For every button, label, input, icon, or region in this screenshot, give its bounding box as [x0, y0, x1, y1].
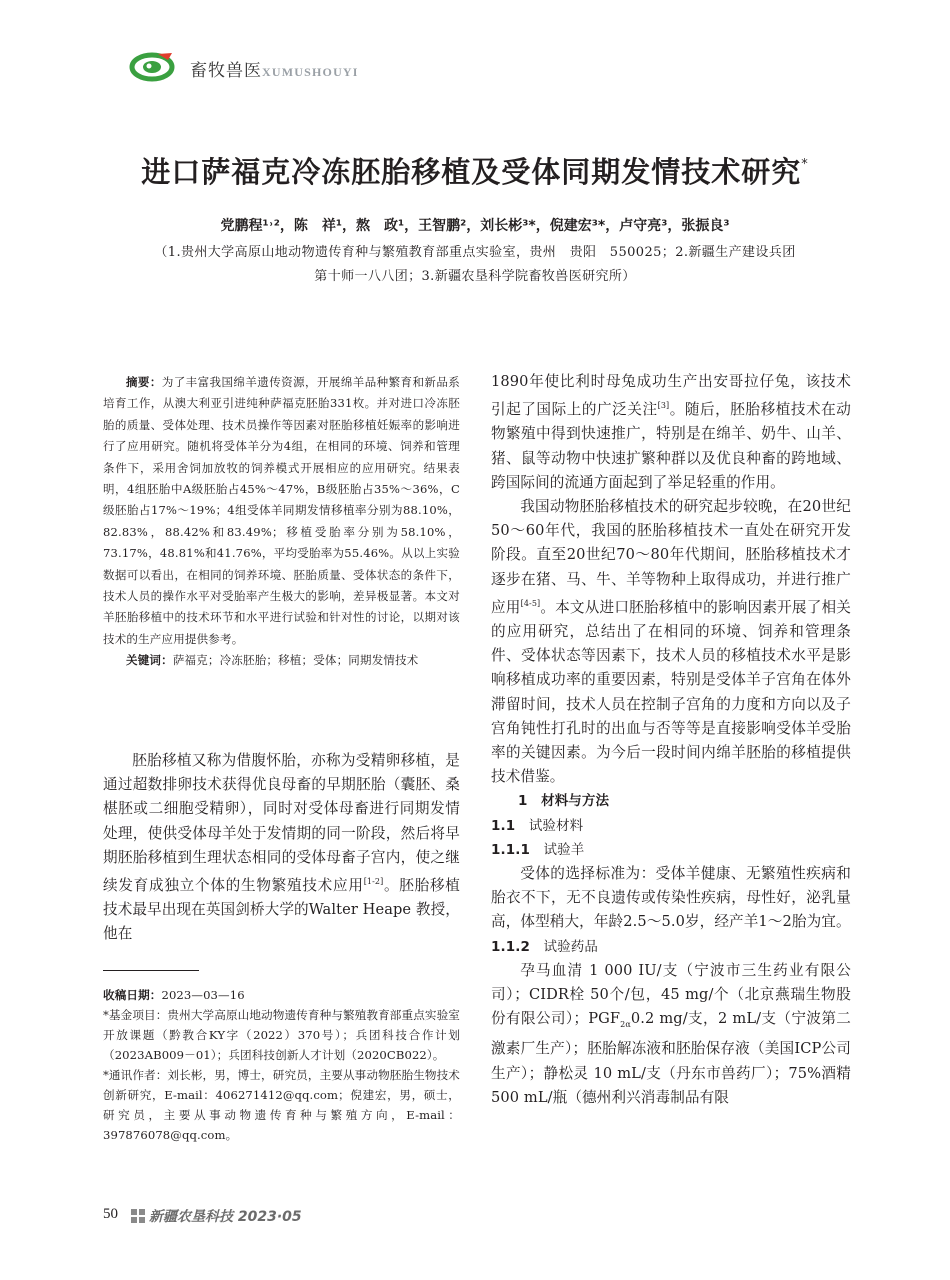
section-1-1-1-number: 1.1.1 [491, 841, 530, 858]
right-p2-text-a: 我国动物胚胎移植技术的研究起步较晚，在20世纪50～60年代，我国的胚胎移植技术一直处在研究开发阶段。直至20世纪70～80年代期间，胚胎移植技术才逐步在猪、马、牛、羊等物种上取得成功，并进行推广应用 [491, 498, 851, 616]
journal-mark-icon [131, 1209, 145, 1223]
journal-name-cn: 畜牧兽医 [190, 61, 262, 81]
page-number: 50 [103, 1206, 118, 1222]
footer-journal-issue: 新疆农垦科技 2023·05 [149, 1209, 302, 1225]
right-p4-text-b: 0.2 mg/支，2 mL/支（宁波第二激素厂生产）；胚胎解冻液和胚胎保存液（美国ICP公司生产）；静松灵 10 mL/支（丹东市兽药厂）；75%酒精 500 mL/瓶（德州利兴消毒制品有限 [491, 1010, 851, 1106]
citation-1-2: [1-2] [363, 877, 384, 887]
keywords-paragraph [103, 650, 460, 671]
journal-logo-icon [128, 50, 180, 82]
journal-name-pinyin: XUMUSHOUYI [262, 65, 359, 79]
fund-note: *基金项目：贵州大学高原山地动物遗传育种与繁殖教育部重点实验室开放课题（黔教合KY字（2022）370号）；兵团科技合作计划（2023AB009－01）；兵团科技创新人才计划（2020CB022）。 [103, 1008, 460, 1062]
page-footer [103, 1206, 403, 1228]
received-value: 2023—03—16 [161, 988, 245, 1002]
section-1-1-title: 试验材料 [528, 817, 584, 834]
footnotes-block [103, 985, 460, 1145]
keywords-label: 关键词： [126, 653, 173, 668]
footnote-divider [103, 970, 199, 971]
author-list: 党鹏程¹˒²，陈 祥¹，熬 政¹，王智鹏²，刘长彬³*，倪建宏³*，卢守亮³，张振良³ [220, 218, 730, 234]
abstract-text: 为了丰富我国绵羊遗传资源，开展绵羊品种繁育和新品系培育工作，从澳大利亚引进纯种萨福克胚胎331枚。并对进口冷冻胚胎的质量、受体处理、技术员操作等因素对胚胎移植妊娠率的影响进行了应用研究。随机将受体羊分为4组，在相同的环境、饲养和管理条件下，采用舍饲加放牧的饲养模式开展相应的应用研究。结果表明，4组胚胎中A级胚胎占45%～47%，B级胚胎占35%～36%，C级胚胎占17%～19%；4组受体羊同期发情移植率分别为88.10%，82.83%，88.42%和83.49%；移植受胎率分别为58.10%，73.17%，48.81%和41.76%，平均受胎率为55.46%。从以上实验数据可以看出，在相同的饲养环境、胚胎质量、受体状态的条件下，技术人员的操作水平对受胎率产生极大的影响，差异极显著。本文对羊胚胎移植中的技术环节和水平进行试验和针对性的讨论，以期对该技术的生产应用提供参考。 [103, 375, 460, 646]
right-p2-text-b: 。本文从进口胚胎移植中的影响因素开展了相关的应用研究，总结出了在相同的环境、饲养和管理条件、受体状态等因素下，技术人员的移植技术水平是影响移植成功率的重要因素，特别是受体羊子宫角在体外滞留时间，技术人员在控制子宫角的力度和方向以及子宫角钝性打孔时的出血与否等等是直接影响受体羊受胎率的关键因素。为今后一段时间内绵羊胚胎的移植提供技术借鉴。 [491, 598, 852, 786]
received-label: 收稿日期： [103, 988, 162, 1002]
right-column [491, 370, 851, 1110]
section-1-1-2-number: 1.1.2 [491, 938, 530, 955]
section-heading-1-1 [491, 814, 851, 838]
right-p4-text-a: 孕马血清 1 000 IU/支（宁波市三生药业有限公司）；CIDR栓 50个/包，45 mg/个（北京燕瑞生物股份有限公司）；PGF [491, 961, 851, 1028]
keywords-text: 萨福克；冷冻胚胎；移植；受体；同期发情技术 [172, 653, 419, 668]
article-title-text: 进口萨福克冷冻胚胎移植及受体同期发情技术研究 [141, 155, 802, 189]
affiliations [100, 241, 850, 289]
intro-text-b: 。胚胎移植技术最早出现在英国剑桥大学的Walter Heape 教授，他在 [103, 877, 460, 943]
abstract-label: 摘要： [126, 375, 162, 389]
section-heading-1-1-1 [491, 838, 851, 862]
right-p1-text-b: 。随后，胚胎移植技术在动物繁殖中得到快速推广，特别是在绵羊、奶牛、山羊、猪、鼠等动物中快速扩繁种群以及优良种畜的跨地域、跨国际间的流通方面起到了举足轻重的作用。 [491, 401, 851, 491]
section-1-1-2-title: 试验药品 [543, 938, 598, 955]
affiliation-line-2: 第十师一八八团；3.新疆农垦科学院畜牧兽医研究所） [314, 269, 636, 284]
received-date [103, 985, 460, 1005]
section-heading-1-1-2 [491, 935, 851, 959]
right-paragraph-4 [491, 959, 851, 1110]
section-1-1-1-title: 试验羊 [543, 841, 585, 858]
intro-text-a: 胚胎移植又称为借腹怀胎，亦称为受精卵移植，是通过超数排卵技术获得优良母畜的早期胚胎（囊胚、桑椹胚或二细胞受精卵），同时对受体母畜进行同期发情处理，使供受体母羊处于发情期的同一阶段，然后将早期胚胎移植到生理状态相同的受体母畜子宫内，使之继续发育成独立个体的生物繁殖技术应用 [103, 752, 460, 895]
right-paragraph-2 [491, 495, 851, 789]
article-title [0, 150, 950, 191]
right-p1-text-a: 1890年使比利时母兔成功生产出安哥拉仔兔，该技术引起了国际上的广泛关注 [491, 373, 851, 419]
right-paragraph-3: 受体的选择标准为：受体羊健康、无繁殖性疾病和胎衣不下，无不良遗传或传染性疾病，母性好，泌乳量高，体型稍大，年龄2.5～5.0岁，经产羊1～2胎为宜。 [491, 865, 851, 931]
journal-section-title [190, 56, 359, 81]
intro-paragraph [103, 749, 460, 947]
abstract-block [103, 372, 460, 672]
abstract-paragraph [103, 372, 460, 650]
intro-block [103, 749, 460, 947]
citation-4-5: [4-5] [520, 598, 541, 608]
journal-header [128, 50, 528, 84]
citation-3: [3] [657, 401, 670, 411]
title-footnote-mark: * [801, 157, 809, 172]
corresponding-note: *通讯作者：刘长彬，男，博士，研究员，主要从事动物胚胎生物技术创新研究，E-mail：406271412@qq.com；倪建宏，男，硕士，研究员，主要从事动物遗传育种与繁殖方向，E-mail：397876078@qq.com。 [103, 1068, 460, 1142]
affiliation-line-1: （1.贵州大学高原山地动物遗传育种与繁殖教育部重点实验室，贵州 贵阳 550025；2.新疆生产建设兵团 [154, 245, 796, 260]
section-1-1-number: 1.1 [491, 817, 516, 834]
pgf-subscript: 2α [620, 1020, 631, 1030]
right-paragraph-1 [491, 370, 851, 495]
section-heading-1: 1 材料与方法 [518, 793, 610, 810]
